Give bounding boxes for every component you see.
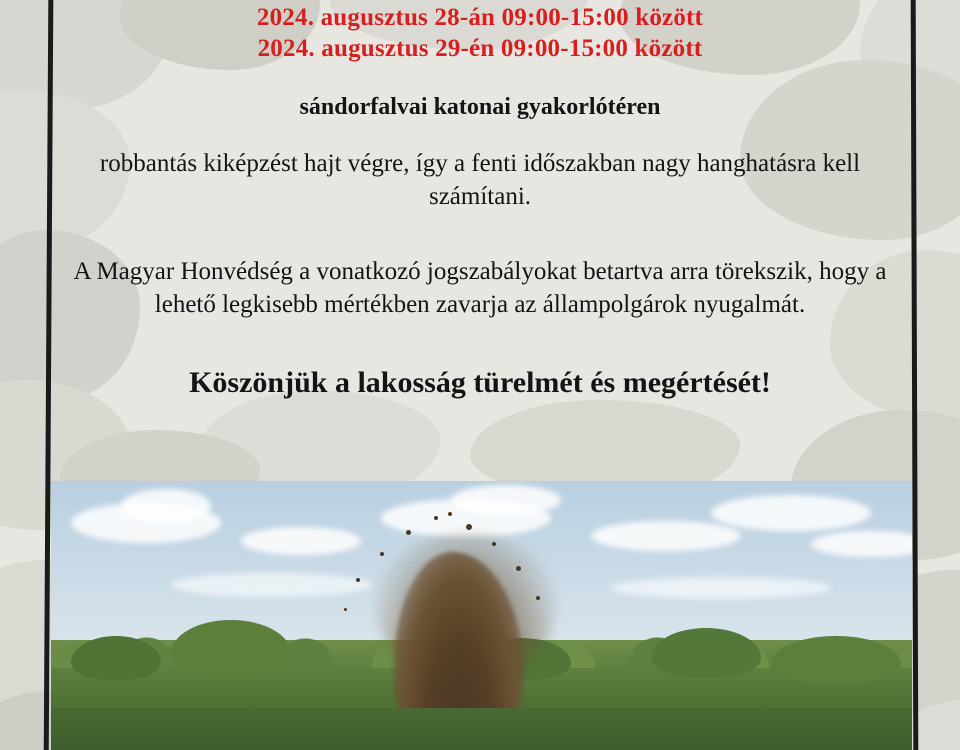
bush	[71, 636, 161, 680]
debris-speck	[434, 516, 438, 520]
field-foreground	[51, 708, 912, 750]
date-line-2: 2024. augusztus 29-én 09:00-15:00 között	[257, 35, 703, 62]
bush	[771, 636, 901, 682]
thanks-line: Köszönjük a lakosság türelmét és megértését!	[189, 366, 771, 399]
debris-speck	[536, 596, 540, 600]
debris-speck	[344, 608, 347, 611]
debris-speck	[516, 566, 521, 571]
cloud	[121, 489, 211, 523]
date-line-1: 2024. augusztus 28-án 09:00-15:00 között	[256, 4, 704, 31]
debris-speck	[492, 542, 496, 546]
paragraph-activity: robbantás kiképzést hajt végre, így a fenti időszakban nagy hanghatásra kell számítani.	[99, 150, 861, 210]
debris-speck	[448, 512, 452, 516]
cloud	[711, 495, 871, 531]
debris-speck	[380, 552, 384, 556]
explosion-photo	[51, 481, 912, 750]
poster-text-content	[60, 0, 900, 401]
cloud	[591, 521, 741, 551]
debris-speck	[406, 530, 411, 535]
cloud	[611, 577, 831, 599]
cloud	[451, 485, 561, 515]
debris-speck	[356, 578, 360, 582]
venue-line: sándorfalvai katonai gyakorlótéren	[299, 94, 661, 120]
debris-speck	[466, 524, 472, 530]
paragraph-compliance: A Magyar Honvédség a vonatkozó jogszabályokat betartva arra törekszik, hogy a lehető legkisebb mértékben zavarja az állampolgárok nyugalmát.	[73, 258, 887, 318]
